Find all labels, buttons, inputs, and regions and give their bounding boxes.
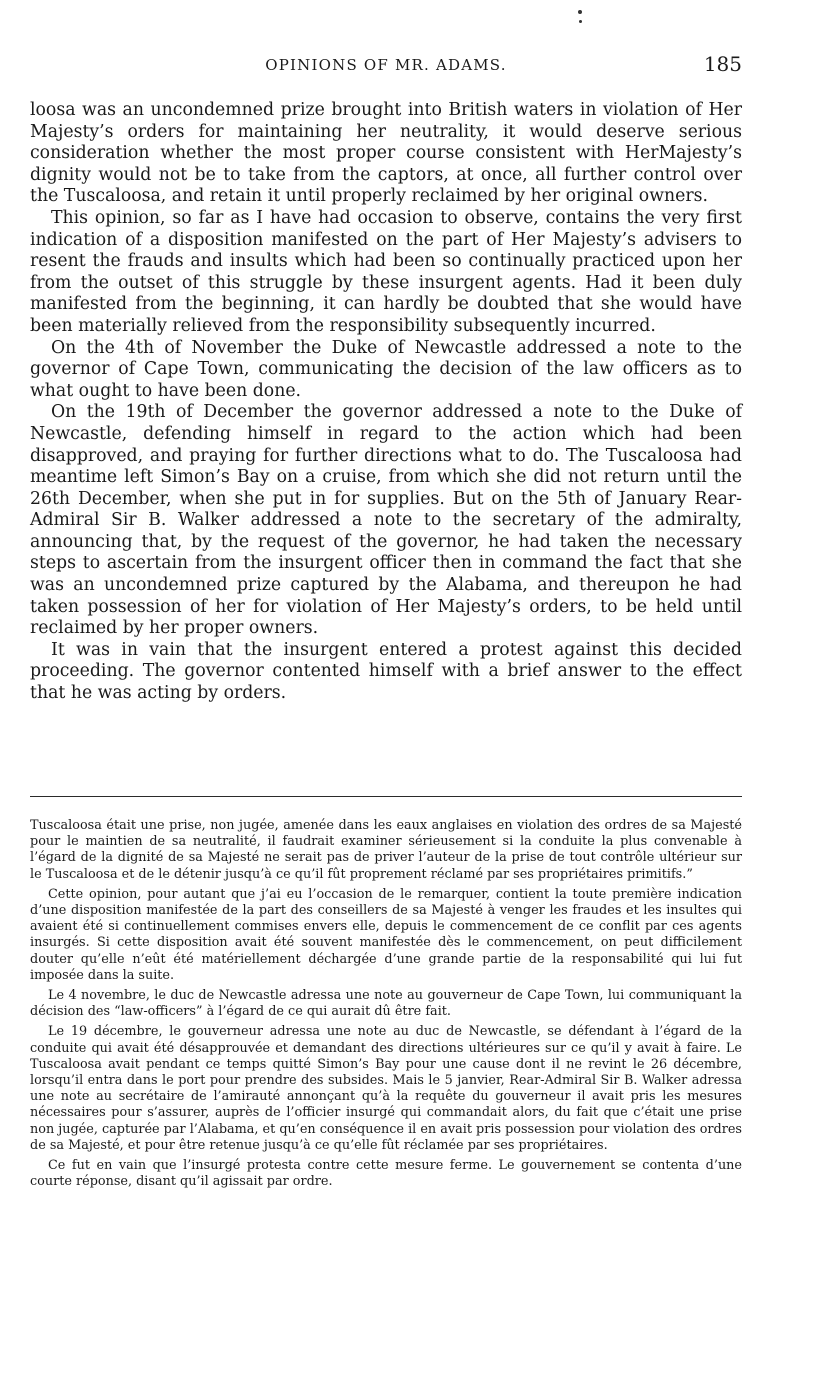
translation-paragraph: Le 19 décembre, le gouverneur adressa une note au duc de Newcastle, se défendant à l’égard de la conduite qui avait été désapprouvée et demandant des directions ultérieures sur ce qu’il y avait à faire. Le Tuscaloosa avait pendant ce temps quitté Simon’s Bay pour une cause dont il ne revint le 26 décembre, lorsqu’il entra dans le port pour prendre des subsides. Mais le 5 janvier, Rear-Admiral Sir B. Walker adressa une note au secrétaire de l’amirauté annonçant qu’à la requête du gouverneur il avait pris les mesures nécessaires pour s’assurer, auprès de l’officier insurgé qui commandait alors, du fait que c’était une prise non jugée, capturée par l’Alabama, et qu’en conséquence il en avait pris possession pour violation des ordres de sa Majesté, et pour être retenue jusqu’à ce qu’elle fût réclamée par ses propriétaires. <box>30 1024 742 1153</box>
scan-speck <box>579 20 582 23</box>
translation-paragraph: Le 4 novembre, le duc de Newcastle adressa une note au gouverneur de Cape Town, lui communiquant la décision des “law-officers” à l’égard de ce qui aurait dû être fait. <box>30 988 742 1020</box>
paragraph: On the 19th of December the governor addressed a note to the Duke of Newcastle, defending himself in regard to the action which had been disapproved, and praying for further directions what to do. The Tuscaloosa had meantime left Simon’s Bay on a cruise, from which she did not return until the 26th December, when she put in for supplies. But on the 5th of January Rear-Admiral Sir B. Walker addressed a note to the secretary of the admiralty, announcing that, by the request of the governor, he had taken the necessary steps to ascertain from the insurgent officer then in command the fact that she was an uncondemned prize captured by the Alabama, and thereupon he had taken possession of her for violation of Her Majesty’s orders, to be held until reclaimed by her proper owners. <box>30 402 742 639</box>
french-translation <box>30 818 742 1194</box>
translation-paragraph: Cette opinion, pour autant que j’ai eu l’occasion de le remarquer, contient la toute première indication d’une disposition manifestée de la part des conseillers de sa Majesté à venger les fraudes et les insultes qui avaient été si continuellement commises envers elle, depuis le commencement de ce conflit par ces agents insurgés. Si cette disposition avait été souvent manifestée dès le commencement, on peut difficilement douter qu’elle n’eût été matériellement déchargée d’une grande partie de la responsabilité qui lui fut imposée dans la suite. <box>30 886 742 983</box>
paragraph: loosa was an uncondemned prize brought into British waters in violation of Her Majesty’s orders for maintaining her neutrality, it would deserve serious consideration whether the most proper course consistent with HerMajesty’s dignity would not be to take from the captors, at once, all further control over the Tuscaloosa, and retain it until properly reclaimed by her original owners. <box>30 100 742 207</box>
scan-speck <box>578 10 582 14</box>
translation-paragraph: Ce fut en vain que l’insurgé protesta contre cette mesure ferme. Le gouvernement se contenta d’une courte réponse, disant qu’il agissait par ordre. <box>30 1158 742 1190</box>
running-title: OPINIONS OF MR. ADAMS. <box>265 56 507 74</box>
main-text <box>30 100 742 705</box>
paragraph: This opinion, so far as I have had occasion to observe, contains the very first indication of a disposition manifested on the part of Her Majesty’s advisers to resent the frauds and insults which had been so continually practiced upon her from the outset of this struggle by these insurgent agents. Had it been duly manifested from the beginning, it can hardly be doubted that she would have been materially relieved from the responsibility subsequently incurred. <box>30 207 742 336</box>
footnote-divider <box>30 796 742 797</box>
page-number: 185 <box>703 52 742 76</box>
paragraph: It was in vain that the insurgent entered a protest against this decided proceeding. The governor contented himself with a brief answer to the effect that he was acting by orders. <box>30 639 742 704</box>
page-header <box>30 52 742 82</box>
paragraph: On the 4th of November the Duke of Newcastle addressed a note to the governor of Cape Town, communicating the decision of the law officers as to what ought to have been done. <box>30 337 742 401</box>
translation-paragraph: Tuscaloosa était une prise, non jugée, amenée dans les eaux anglaises en violation des ordres de sa Majesté pour le maintien de sa neutralité, il faudrait examiner sérieusement si la conduite la plus convenable à l’égard de la dignité de sa Majesté ne serait pas de priver l’auteur de la prise de tout contrôle ultérieur sur le Tuscaloosa et de le détenir jusqu’à ce qu’il fût proprement réclamé par ses propriétaires primitifs.” <box>30 818 742 882</box>
